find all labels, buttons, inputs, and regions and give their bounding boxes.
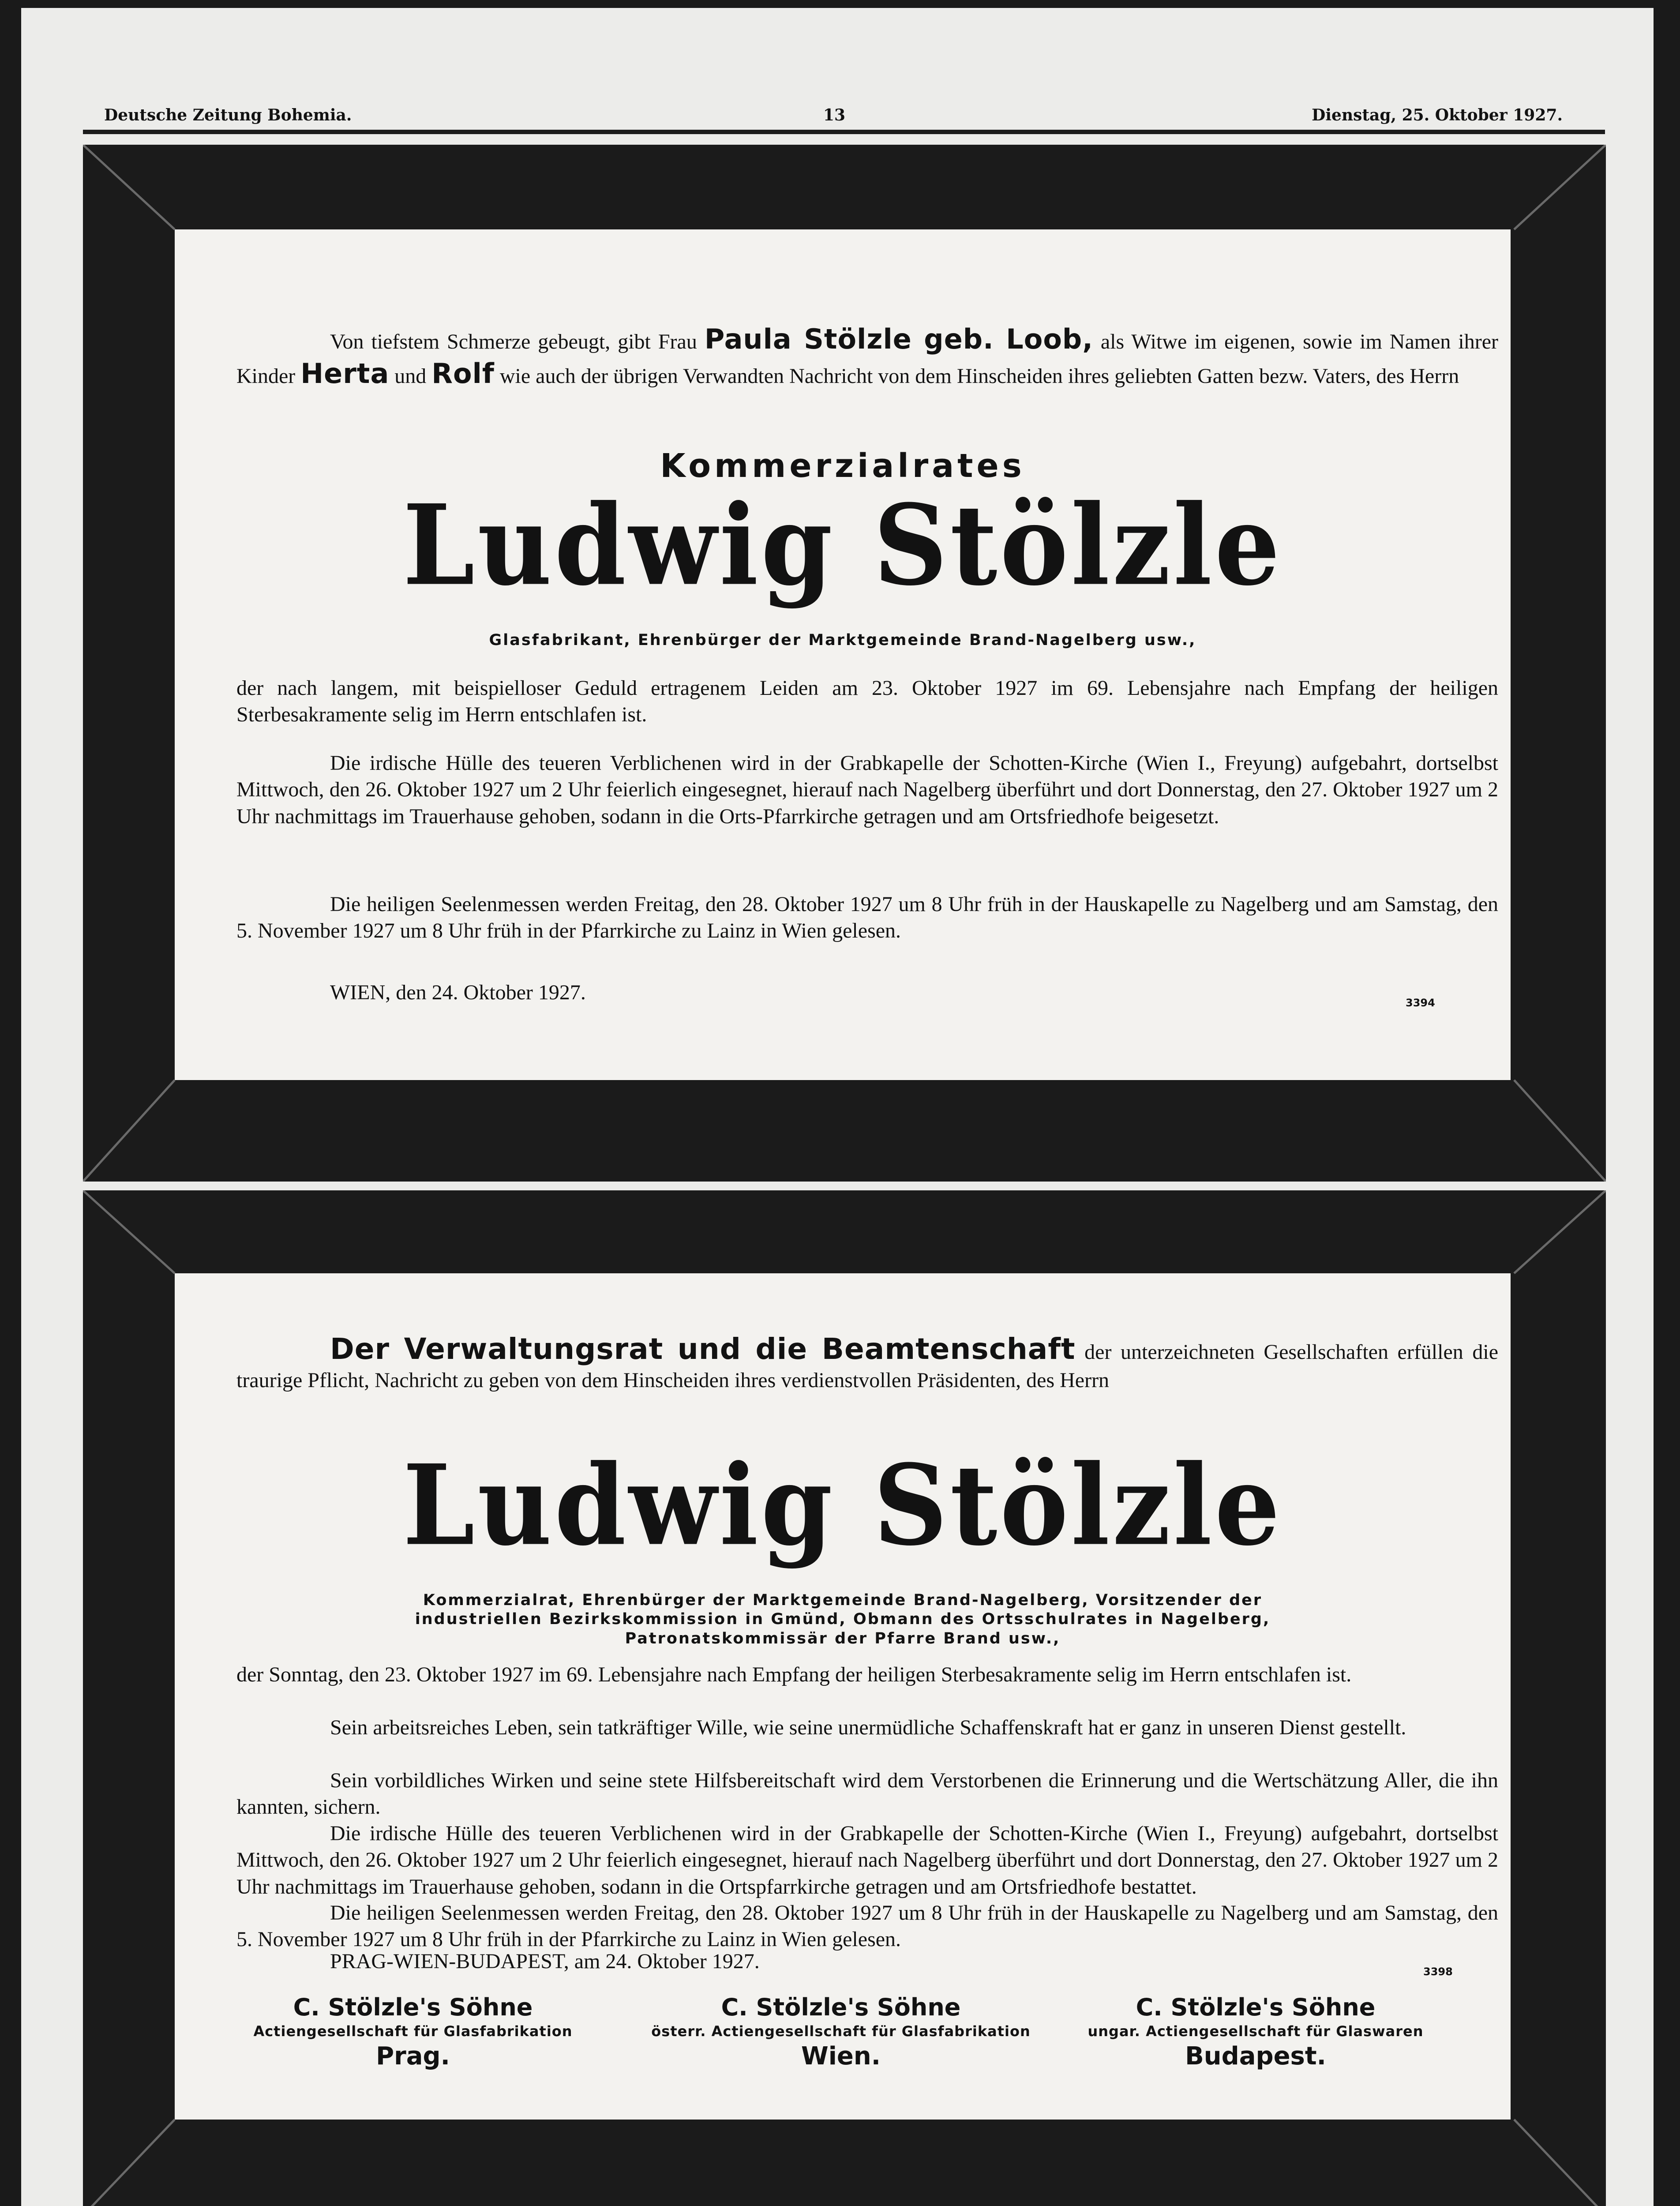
deceased-titles [175, 1591, 1511, 1648]
notice-title: Kommerzialrates [660, 447, 1025, 485]
notice-heading [236, 1331, 1498, 1394]
intro-text-3: wie auch der übrigen Verwandten Nachricht von dem Hinscheiden ihres geliebten Gatten bezw. Vaters, des Herrn [494, 364, 1459, 388]
mourning-frame-family [83, 145, 1606, 1182]
child-name-rolf: Rolf [431, 357, 495, 390]
firm-description: Actiengesellschaft für Glasfabrikation [253, 2023, 573, 2040]
page-number: 13 [823, 106, 846, 124]
ad-code: 3394 [1406, 997, 1435, 1009]
header-rule [83, 130, 1605, 134]
running-header [104, 106, 1563, 132]
paragraph-masses: Die heiligen Seelenmessen werden Freitag, den 28. Oktober 1927 um 8 Uhr früh in der Hauskapelle zu Nagelberg und am Samstag, den 5. November 1927 um 8 Uhr früh in der Pfarrkirche zu Lainz in Wien gelesen. [236, 1901, 1498, 1951]
child-name-herta: Herta [300, 357, 390, 390]
newspaper-page [21, 8, 1654, 2206]
notice-family [175, 229, 1511, 1080]
issue-date: Dienstag, 25. Oktober 1927. [1312, 106, 1563, 124]
place-date: PRAG-WIEN-BUDAPEST, am 24. Oktober 1927. [330, 1950, 760, 1973]
firm-description: österr. Actiengesellschaft für Glasfabrikation [651, 2023, 1031, 2040]
firm-name: C. Stölzle's Söhne [1136, 1993, 1376, 2021]
heading-rest: der unterzeichneten Gesellschaften erfüllen die traurige Pflicht, Nachricht zu geben von dem Hinscheiden ihres verdienstvollen Präsidenten, des Herrn [236, 1340, 1498, 1392]
firm-name: C. Stölzle's Söhne [293, 1993, 533, 2021]
notice-company [175, 1273, 1511, 2120]
deceased-name: Ludwig Stölzle [403, 1440, 1282, 1570]
newspaper-title: Deutsche Zeitung Bohemia. [104, 106, 352, 124]
mourning-frame-company [83, 1190, 1606, 2206]
firm-description: ungar. Actiengesellschaft für Glaswaren [1088, 2023, 1424, 2040]
paragraph-death: der Sonntag, den 23. Oktober 1927 im 69. Lebensjahre nach Empfang der heiligen Sterbesakramente selig im Herrn entschlafen ist. [236, 1663, 1352, 1686]
notice-intro [236, 322, 1498, 391]
firm-city: Prag. [376, 2042, 450, 2071]
paragraph-remembrance: Sein vorbildliches Wirken und seine stete Hilfsbereitschaft wird dem Verstorbenen die Erinnerung und die Wertschätzung Aller, die ihn kannten, sichern. [236, 1769, 1498, 1819]
paragraph-death: der nach langem, mit beispielloser Geduld ertragenem Leiden am 23. Oktober 1927 im 69. Lebensjahre nach Empfang der heiligen Sterbesakramente selig im Herrn entschlafen ist. [236, 676, 1498, 727]
paragraph-masses: Die heiligen Seelenmessen werden Freitag, den 28. Oktober 1927 um 8 Uhr früh in der Hauskapelle zu Nagelberg und am Samstag, den 5. November 1927 um 8 Uhr früh in der Pfarrkirche zu Lainz in Wien gelesen. [236, 893, 1498, 943]
titles-line-2: industriellen Bezirkskommission in Gmünd, Obmann des Ortsschulrates in Nagelberg, [415, 1610, 1271, 1628]
ad-code: 3398 [1423, 1966, 1453, 1978]
firm-prague [214, 1992, 611, 2072]
paragraph-funeral: Die irdische Hülle des teueren Verblichenen wird in der Grabkapelle der Schotten-Kirche (Wien I., Freyung) aufgebahrt, dortselbst Mittwoch, den 26. Oktober 1927 um 2 Uhr feierlich eingesegnet, hierauf nach Nagelberg überführt und dort Donnerstag, den 27. Oktober 1927 um 2 Uhr nachmittags im Trauerhause gehoben, sodann in die Ortspfarrkirche getragen und am Ortsfriedhofe bestattet. [236, 1822, 1498, 1898]
widow-name: Paula Stölzle geb. Loob, [704, 323, 1093, 355]
firm-city: Wien. [801, 2042, 881, 2071]
firm-vienna [642, 1992, 1039, 2072]
and-text: und [389, 364, 432, 388]
deceased-titles: Glasfabrikant, Ehrenbürger der Marktgemeinde Brand-Nagelberg usw., [489, 631, 1196, 649]
titles-line-3: Patronatskommissär der Pfarre Brand usw., [625, 1629, 1061, 1647]
deceased-name: Ludwig Stölzle [403, 480, 1282, 610]
firm-budapest [1057, 1992, 1454, 2072]
intro-text: Von tiefstem Schmerze gebeugt, gibt Frau [330, 330, 705, 353]
intro-text-2: als Witwe im eigenen, sowie im Namen ihrer Kinder [236, 330, 1498, 388]
paragraph-funeral: Die irdische Hülle des teueren Verblichenen wird in der Grabkapelle der Schotten-Kirche (Wien I., Freyung) aufgebahrt, dortselbst Mittwoch, den 26. Oktober 1927 um 2 Uhr feierlich eingesegnet, hierauf nach Nagelberg überführt und dort Donnerstag, den 27. Oktober 1927 um 2 Uhr nachmittags im Trauerhause gehoben, sodann in die Orts-Pfarrkirche getragen und am Ortsfriedhofe beigesetzt. [236, 751, 1498, 828]
paragraph-service: Sein arbeitsreiches Leben, sein tatkräftiger Wille, wie seine unermüdliche Schaffenskraft hat er ganz in unseren Dienst gestellt. [330, 1716, 1406, 1739]
titles-line-1: Kommerzialrat, Ehrenbürger der Marktgemeinde Brand-Nagelberg, Vorsitzender der [423, 1591, 1263, 1609]
firm-city: Budapest. [1185, 2042, 1326, 2071]
place-date: WIEN, den 24. Oktober 1927. [330, 981, 586, 1004]
firm-name: C. Stölzle's Söhne [721, 1993, 961, 2021]
heading-lead: Der Verwaltungsrat und die Beamtenschaft [330, 1332, 1076, 1366]
